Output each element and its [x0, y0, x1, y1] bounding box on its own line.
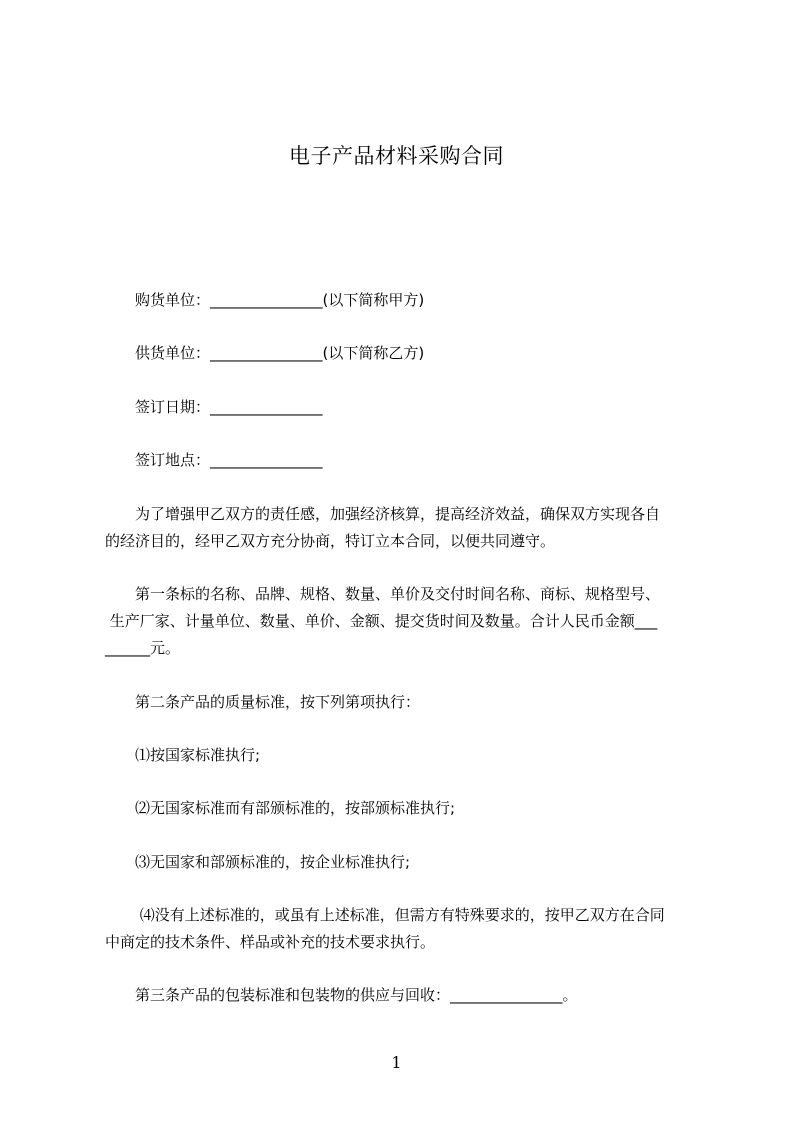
article-2-item-4-line-2: 中商定的技术条件、样品或补充的技术要求执行。: [105, 933, 436, 951]
signing-date-field: 签订日期：_______________: [135, 398, 323, 416]
article-2-item-4-line-1: ⑷没有上述标准的，或虽有上述标准，但需方有特殊要求的，按甲乙双方在合同: [135, 906, 665, 924]
intro-line-2: 的经济目的，经甲乙双方充分协商，特订立本合同，以便共同遵守。: [105, 532, 556, 550]
article-2-title: 第二条产品的质量标准，按下列第项执行：: [135, 693, 421, 711]
article-1-line-3: ______元。: [105, 639, 181, 657]
article-1-line-1: 第一条标的名称、品牌、规格、数量、单价及交付时间名称、商标、规格型号、: [135, 585, 661, 603]
article-2-item-3: ⑶无国家和部颁标准的，按企业标准执行;: [135, 853, 411, 871]
signing-place-field: 签订地点：_______________: [135, 451, 323, 469]
document-title: 电子产品材料采购合同: [289, 144, 504, 168]
supplier-field: 供货单位：_______________(以下简称乙方): [135, 344, 425, 362]
page-number: 1: [391, 1053, 402, 1072]
article-2-item-1: ⑴按国家标准执行;: [135, 746, 261, 764]
intro-line-1: 为了增强甲乙双方的责任感，加强经济核算，提高经济效益，确保双方实现各自: [135, 505, 661, 523]
article-2-item-2: ⑵无国家标准而有部颁标准的，按部颁标准执行;: [135, 799, 456, 817]
article-1-line-2: 生产厂家、计量单位、数量、单价、金额、提交货时间及数量。合计人民币金额___: [105, 612, 658, 630]
buyer-field: 购货单位：_______________(以下简称甲方): [135, 291, 425, 309]
article-3: 第三条产品的包装标准和包装物的供应与回收：_______________。: [135, 986, 578, 1004]
